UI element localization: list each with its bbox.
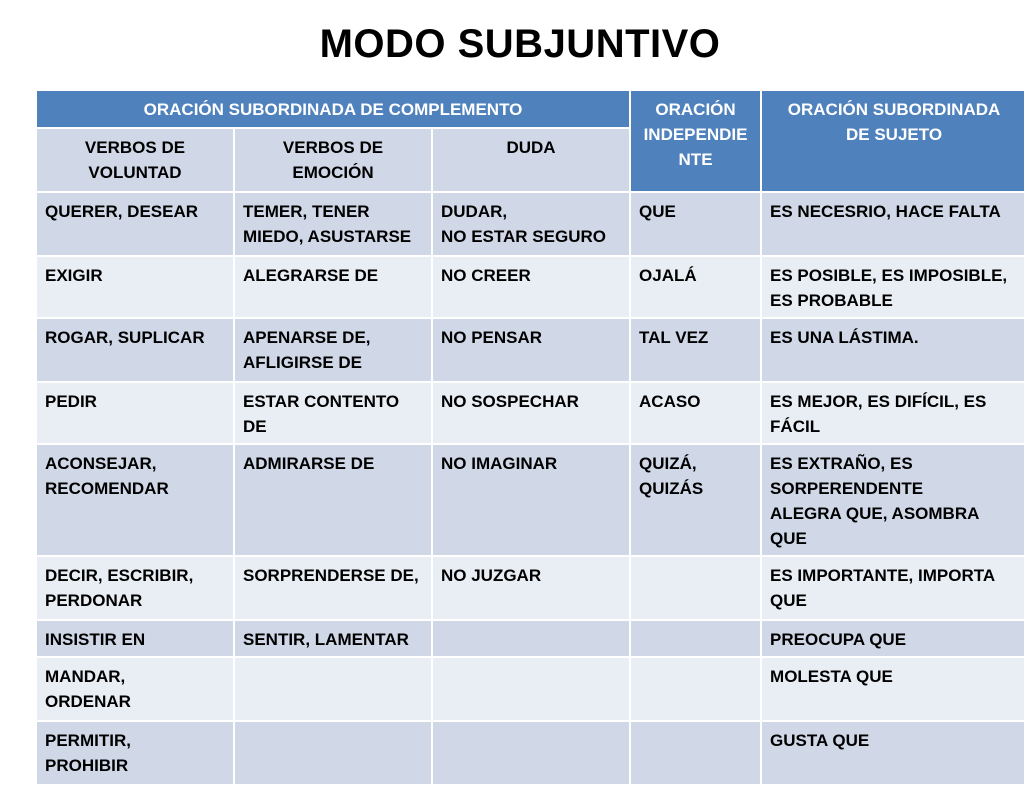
cell-sujeto: ES POSIBLE, ES IMPOSIBLE, ES PROBABLE [762,257,1024,317]
cell-sujeto: GUSTA QUE [762,722,1024,784]
cell-emocion: SORPRENDERSE DE, [235,557,431,619]
table-row [37,557,1024,619]
cell-duda: NO CREER [433,257,629,317]
cell-voluntad: PERMITIR, PROHIBIR [37,722,233,784]
header-emocion: VERBOS DE EMOCIÓN [235,129,431,191]
cell-sujeto: ES MEJOR, ES DIFÍCIL, ES FÁCIL [762,383,1024,443]
cell-emocion [235,658,431,720]
cell-emocion: SENTIR, LAMENTAR [235,621,431,656]
cell-duda: NO IMAGINAR [433,445,629,555]
table-row [37,383,1024,443]
cell-duda: NO SOSPECHAR [433,383,629,443]
cell-emocion: ADMIRARSE DE [235,445,431,555]
cell-independiente: QUE [631,193,760,255]
table-row [37,621,1024,656]
cell-sujeto: MOLESTA QUE [762,658,1024,720]
header-duda: DUDA [433,129,629,191]
cell-duda: DUDAR, NO ESTAR SEGURO [433,193,629,255]
cell-independiente [631,557,760,619]
cell-independiente [631,722,760,784]
cell-voluntad: PEDIR [37,383,233,443]
cell-duda [433,658,629,720]
cell-sujeto: ES IMPORTANTE, IMPORTA QUE [762,557,1024,619]
header-independiente: ORACIÓN INDEPENDIE NTE [631,91,760,191]
subjunctive-table [35,89,1024,786]
cell-sujeto: ES EXTRAÑO, ES SORPERENDENTE ALEGRA QUE, ASOMBRA QUE [762,445,1024,555]
cell-duda: NO JUZGAR [433,557,629,619]
cell-sujeto: ES UNA LÁSTIMA. [762,319,1024,381]
header-complemento: ORACIÓN SUBORDINADA DE COMPLEMENTO [37,91,629,127]
cell-voluntad: DECIR, ESCRIBIR, PERDONAR [37,557,233,619]
cell-independiente: TAL VEZ [631,319,760,381]
cell-independiente: OJALÁ [631,257,760,317]
cell-duda [433,722,629,784]
cell-voluntad: ROGAR, SUPLICAR [37,319,233,381]
cell-duda [433,621,629,656]
table-row [37,193,1024,255]
cell-independiente: ACASO [631,383,760,443]
table-row [37,658,1024,720]
header-sujeto: ORACIÓN SUBORDINADA DE SUJETO [762,91,1024,191]
cell-independiente: QUIZÁ, QUIZÁS [631,445,760,555]
cell-voluntad: ACONSEJAR, RECOMENDAR [37,445,233,555]
page-title: MODO SUBJUNTIVO [319,22,721,66]
cell-voluntad: QUERER, DESEAR [37,193,233,255]
cell-emocion: ESTAR CONTENTO DE [235,383,431,443]
cell-voluntad: INSISTIR EN [37,621,233,656]
cell-sujeto: PREOCUPA QUE [762,621,1024,656]
cell-emocion: ALEGRARSE DE [235,257,431,317]
table-row [37,319,1024,381]
cell-independiente [631,658,760,720]
cell-independiente [631,621,760,656]
cell-emocion [235,722,431,784]
table-row [37,722,1024,784]
cell-duda: NO PENSAR [433,319,629,381]
cell-emocion: TEMER, TENER MIEDO, ASUSTARSE [235,193,431,255]
cell-emocion: APENARSE DE, AFLIGIRSE DE [235,319,431,381]
cell-voluntad: EXIGIR [37,257,233,317]
table-row [37,445,1024,555]
cell-sujeto: ES NECESRIO, HACE FALTA [762,193,1024,255]
cell-voluntad: MANDAR, ORDENAR [37,658,233,720]
table-row [37,257,1024,317]
header-voluntad: VERBOS DE VOLUNTAD [37,129,233,191]
